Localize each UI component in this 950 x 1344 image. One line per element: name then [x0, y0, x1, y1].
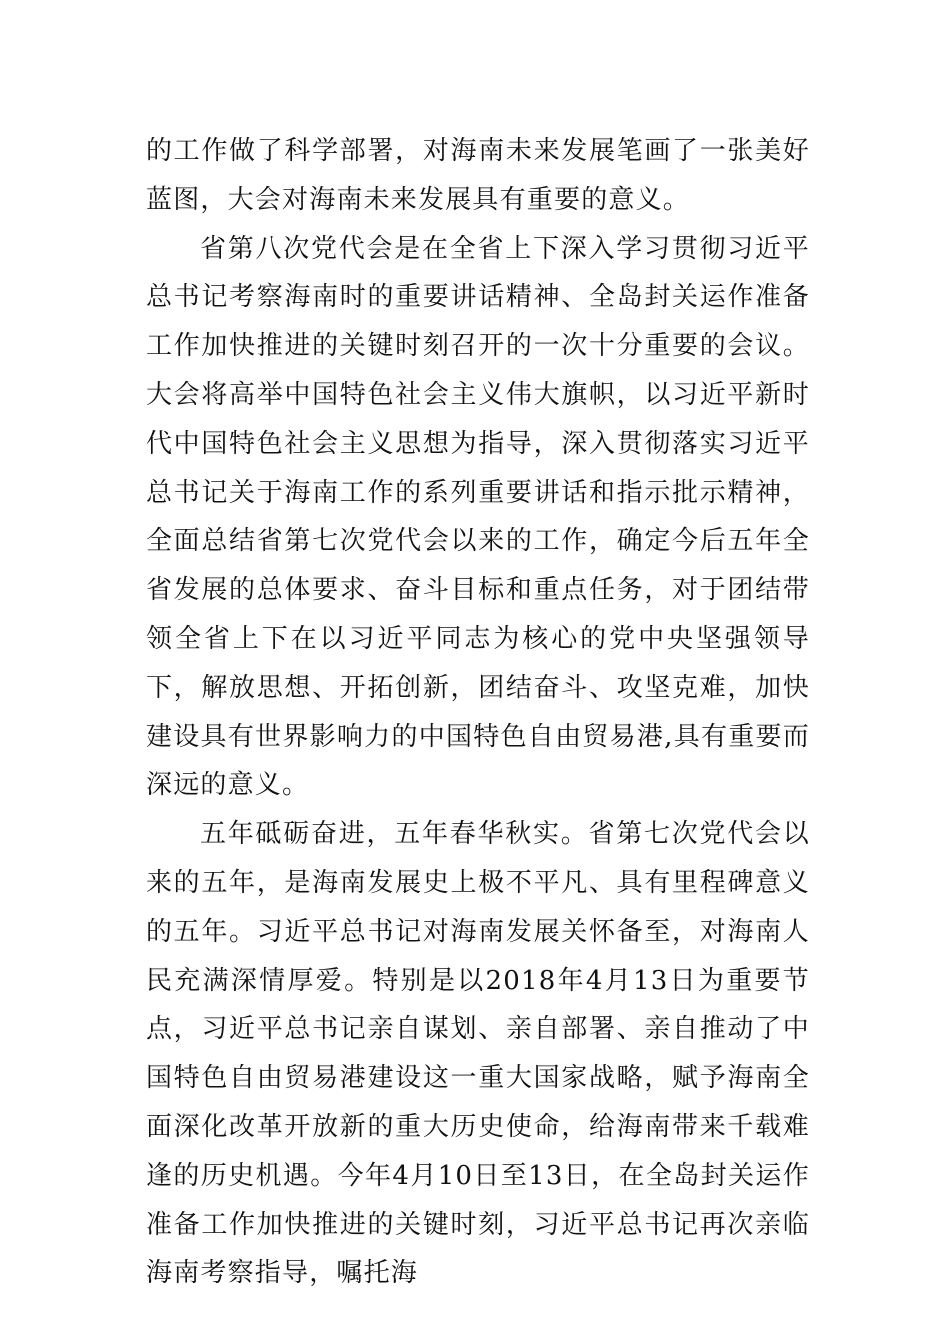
paragraph-continuation: 的工作做了科学部署，对海南未来发展笔画了一张美好蓝图，大会对海南未来发展具有重要的意义。: [146, 136, 810, 215]
paragraph-congress-significance: 省第八次党代会是在全省上下深入学习贯彻习近平总书记考察海南时的重要讲话精神、全岛封关运作准备工作加快推进的关键时刻召开的一次十分重要的会议。大会将高举中国特色社会主义伟大旗帜，以习近平新时代中国特色社会主义思想为指导，深入贯彻落实习近平总书记关于海南工作的系列重要讲话和指示批示精神，全面总结省第七次党代会以来的工作，确定今后五年全省发展的总体要求、奋斗目标和重点任务，对于团结带领全省上下在以习近平同志为核心的党中央坚强领导下，解放思想、开拓创新，团结奋斗、攻坚克难，加快建设具有世界影响力的中国特色自由贸易港,具有重要而深远的意义。: [146, 233, 810, 801]
paragraph-five-years: 五年砥砺奋进，五年春华秋实。省第七次党代会以来的五年，是海南发展史上极不平凡、具有里程碑意义的五年。习近平总书记对海南发展关怀备至，对海南人民充满深情厚爱。特别是以2018年4月13日为重要节点，习近平总书记亲自谋划、亲自部署、亲自推动了中国特色自由贸易港建设这一重大国家战略，赋予海南全面深化改革开放新的重大历史使命，给海南带来千载难逢的历史机遇。今年4月10日至13日，在全岛封关运作准备工作加快推进的关键时刻，习近平总书记再次亲临海南考察指导，嘱托海: [146, 819, 810, 1289]
document-body: [146, 127, 810, 1298]
